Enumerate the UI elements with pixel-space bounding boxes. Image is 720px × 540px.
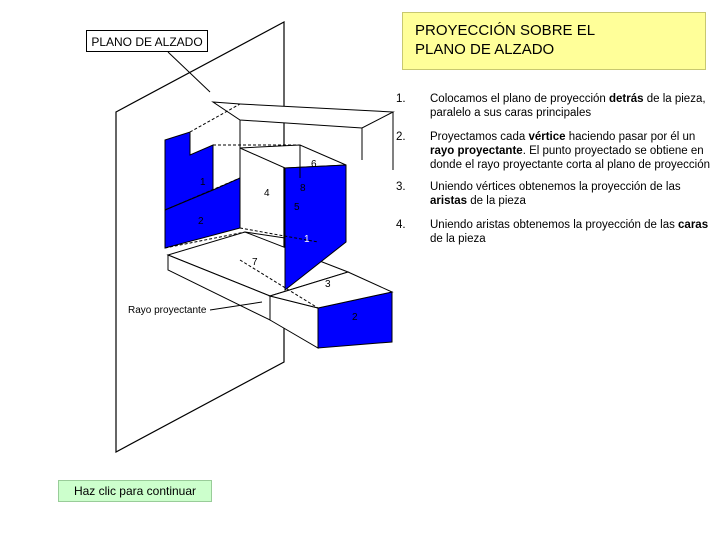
step-text: de la pieza — [467, 195, 526, 207]
vertex-label-3: 3 — [325, 279, 331, 290]
step-number: 2. — [396, 131, 406, 143]
step-text: Uniendo aristas obtenemos la proyección de las — [430, 219, 679, 231]
step-text-bold: aristas — [430, 195, 468, 207]
vertex-label-8: 8 — [300, 183, 306, 194]
title-line-2: PLANO DE ALZADO — [415, 41, 555, 58]
title-box — [402, 12, 706, 70]
step-text: . El punto proyectado se obtiene en donde el rayo proyectante corta al plano de proyección — [430, 145, 711, 171]
step-1 — [396, 92, 712, 120]
step-text-bold: vértice — [528, 131, 566, 143]
vertex-label-2-left: 2 — [198, 216, 204, 227]
step-text: Uniendo vértices obtenemos la proyección de las — [430, 181, 681, 193]
title-line-1: PROYECCIÓN SOBRE EL — [415, 22, 596, 39]
continue-button[interactable]: Haz clic para continuar — [58, 480, 212, 502]
step-text: Proyectamos cada — [430, 131, 529, 143]
step-4 — [396, 218, 712, 246]
vertex-label-1-left: 1 — [200, 177, 206, 188]
ray-label: Rayo proyectante — [128, 305, 207, 316]
step-text-bold: caras — [678, 219, 709, 231]
piece-step-top — [240, 145, 346, 168]
vertex-label-6: 6 — [311, 159, 317, 170]
step-text: Colocamos el plano de proyección — [430, 93, 609, 105]
step-text-bold: detrás — [609, 93, 644, 105]
vertex-label-7: 7 — [252, 257, 258, 268]
vertex-label-5: 5 — [294, 202, 300, 213]
step-3 — [396, 180, 712, 208]
step-text: haciendo pasar por él un — [565, 131, 696, 143]
step-number: 3. — [396, 181, 406, 193]
vertex-label-1-mid: 1 — [304, 234, 310, 245]
step-text: de la pieza, paralelo a sus caras principales — [430, 93, 706, 119]
vertex-label-2-front: 2 — [352, 312, 358, 323]
step-text: de la pieza — [430, 233, 486, 245]
plane-label-pointer — [168, 52, 210, 92]
step-number: 1. — [396, 93, 406, 105]
step-text-bold: rayo proyectante — [430, 145, 523, 157]
step-2 — [396, 130, 712, 172]
step-number: 4. — [396, 219, 406, 231]
plane-label: PLANO DE ALZADO — [86, 30, 208, 52]
steps-list — [396, 92, 712, 246]
vertex-label-4: 4 — [264, 188, 270, 199]
